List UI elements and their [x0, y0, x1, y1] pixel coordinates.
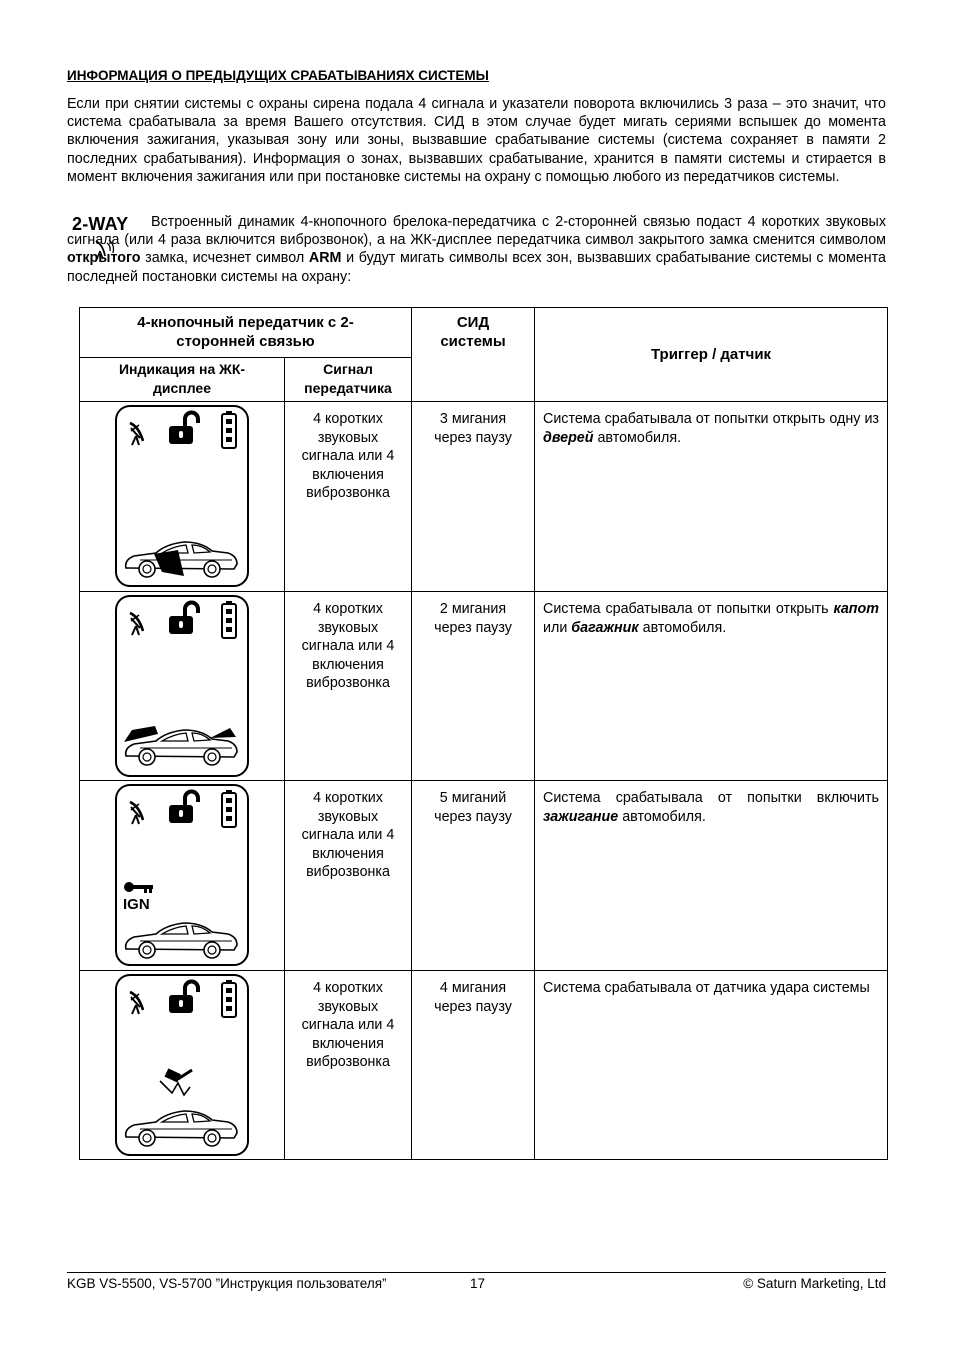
led-cell: 2 мигания через паузу [412, 592, 535, 781]
trigger-cell: Система срабатывала от попытки включить зажигание автомобиля. [535, 781, 888, 971]
header-trigger: Триггер / датчик [535, 308, 888, 402]
signal-cell: 4 коротких звуковых сигнала или 4 включения виброзвонка [285, 781, 412, 971]
trigger-cell: Система срабатывала от попытки открыть капот или багажник автомобиля. [535, 592, 888, 781]
table-row [80, 971, 888, 1160]
led-cell: 4 мигания через паузу [412, 971, 535, 1160]
trigger-cell: Система срабатывала от попытки открыть одну из дверей автомобиля. [535, 402, 888, 592]
lcd-display [80, 592, 285, 781]
two-way-bold-open: открытого [67, 250, 141, 267]
led-cell: 3 мигания через паузу [412, 402, 535, 592]
led-cell: 5 миганий через паузу [412, 781, 535, 971]
two-way-note [67, 213, 886, 286]
antenna-icon [92, 238, 116, 262]
lcd-display [80, 971, 285, 1160]
section-heading: ИНФОРМАЦИЯ О ПРЕДЫДУЩИХ СРАБАТЫВАНИЯХ СИСТЕМЫ [67, 68, 489, 83]
two-way-badge: 2-WAY [72, 214, 129, 234]
header-lcd: Индикация на ЖК-дисплее [80, 358, 285, 402]
signal-cell: 4 коротких звуковых сигнала или 4 включения виброзвонка [285, 592, 412, 781]
trigger-cell: Система срабатывала от датчика удара системы [535, 971, 888, 1160]
footer-title: KGB VS-5500, VS-5700 ”Инструкция пользователя” [67, 1276, 387, 1291]
intro-paragraph: Если при снятии системы с охраны сирена подала 4 сигнала и указатели поворота включились 3 раза – это значит, что система срабатывала за время Вашего отсутствия. СИД в этом случае будет мигать сериями вспышек до момента включения зажигания, указывая зону или зоны, вызвавшие срабатывание системы (система сохраняет в памяти 2 последних срабатывания). Информация о зонах, вызвавших срабатывание, хранится в памяти системы и стирается в момент включения зажигания или при постановке системы на охрану с помощью любого из передатчиков системы. [67, 96, 886, 185]
table-row [80, 781, 888, 971]
ign-label: IGN [123, 896, 150, 913]
footer-rule [67, 1272, 886, 1273]
two-way-bold-arm: ARM [308, 250, 342, 267]
two-way-text-3: и будут мигать символы всех зон, вызвавших срабатывание системы с момента последней постановки системы на охрану: [67, 250, 886, 285]
header-led: СИД системы [412, 308, 535, 402]
lcd-display [80, 781, 285, 971]
trigger-table [79, 307, 888, 1160]
footer-copyright: © Saturn Marketing, Ltd [743, 1276, 886, 1291]
signal-cell: 4 коротких звуковых сигнала или 4 включения виброзвонка [285, 971, 412, 1160]
page-number: 17 [470, 1276, 486, 1291]
table-row [80, 592, 888, 781]
table-row [80, 402, 888, 592]
header-signal: Сигнал передатчика [285, 358, 412, 402]
two-way-text-2: замка, исчезнет символ [140, 250, 309, 267]
two-way-text-1: Встроенный динамик 4-кнопочного брелока-передатчика с 2-сторонней связью подаст 4 коротких звуковых сигнала (или 4 раза включится виброзвонок), а на ЖК-дисплее передатчика символ закрытого замка сменится символом [67, 214, 886, 249]
header-transmitter: 4-кнопочный передатчик с 2-сторонней связью [80, 308, 412, 358]
signal-cell: 4 коротких звуковых сигнала или 4 включения виброзвонка [285, 402, 412, 592]
lcd-display [80, 402, 285, 592]
